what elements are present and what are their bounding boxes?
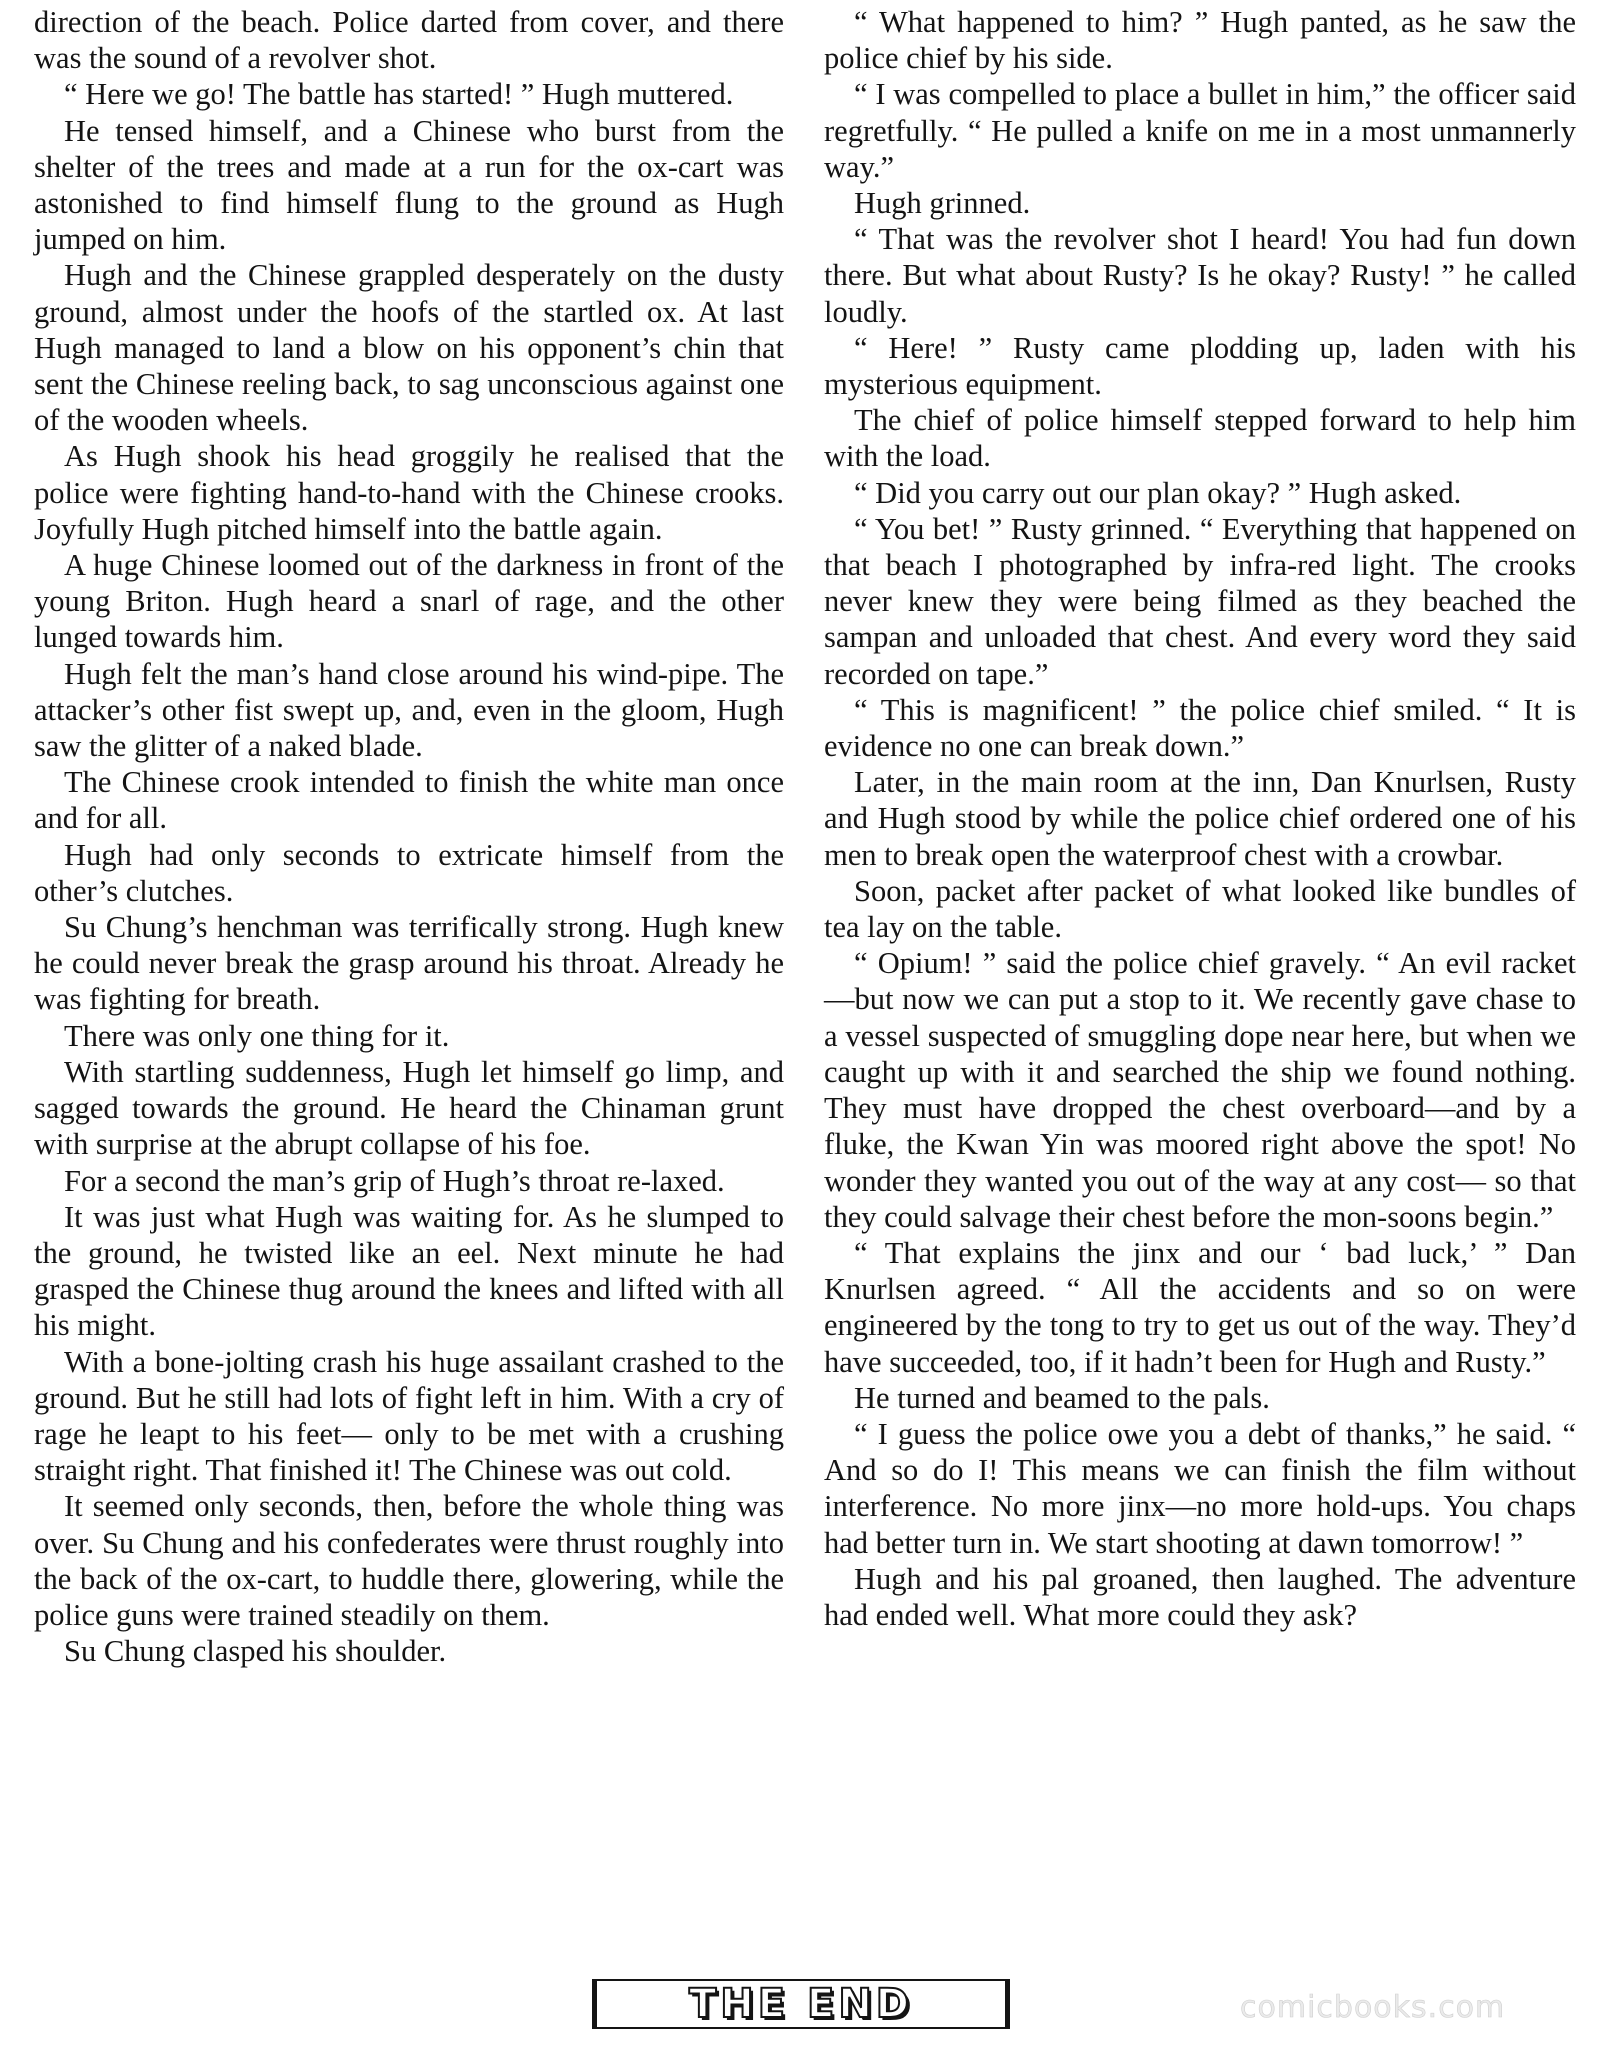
paragraph: He tensed himself, and a Chinese who burst from the shelter of the trees and made at a run for the ox-cart was astonished to find himself flung to the ground as Hugh jumped on him.	[34, 113, 784, 257]
paragraph: A huge Chinese loomed out of the darkness in front of the young Briton. Hugh heard a snarl of rage, and the other lunged towards him.	[34, 548, 784, 655]
paragraph: With startling suddenness, Hugh let himself go limp, and sagged towards the ground. He heard the Chinaman grunt with surprise at the abrupt collapse of his foe.	[34, 1054, 784, 1162]
the-end-label: THE END	[688, 1981, 913, 2027]
paragraph: Later, in the main room at the inn, Dan Knurlsen, Rusty and Hugh stood by while the police chief ordered one of his men to break open the waterproof chest with a crowbar.	[824, 765, 1576, 872]
paragraph: “ Here! ” Rusty came plodding up, laden with his mysterious equipment.	[824, 330, 1576, 402]
paragraph: “ You bet! ” Rusty grinned. “ Everything that happened on that beach I photographed by infra-red light. The crooks never knew they were being filmed as they beached the sampan and unloaded that chest. And every word they said recorded on tape.”	[824, 511, 1576, 691]
paragraph: Hugh had only seconds to extricate himself from the other’s clutches.	[34, 837, 784, 908]
paragraph: Hugh felt the man’s hand close around his wind-pipe. The attacker’s other fist swept up, and, even in the gloom, Hugh saw the glitter of a naked blade.	[34, 656, 784, 764]
paragraph: direction of the beach. Police darted from cover, and there was the sound of a revolver shot.	[34, 5, 784, 76]
paragraph: The chief of police himself stepped forward to help him with the load.	[824, 403, 1576, 474]
paragraph: With a bone-jolting crash his huge assailant crashed to the ground. But he still had lots of fight left in him. With a cry of rage he leapt to his feet— only to be met with a crushing straight right. That finished it! The Chinese was out cold.	[34, 1344, 784, 1488]
site-watermark: comicbooks.com	[1240, 1990, 1506, 2025]
paragraph: Hugh and the Chinese grappled desperately on the dusty ground, almost under the hoofs of the startled ox. At last Hugh managed to land a blow on his opponent’s chin that sent the Chinese reeling back, to sag unconscious against one of the wooden wheels.	[34, 258, 784, 438]
paragraph: “ I guess the police owe you a debt of thanks,” he said. “ And so do I! This means we can finish the film without interference. No more jinx—no more hold-ups. You chaps had better turn in. We start shooting at dawn tomorrow! ”	[824, 1416, 1576, 1560]
right-text-column	[824, 4, 1576, 1633]
paragraph: The Chinese crook intended to finish the white man once and for all.	[34, 765, 784, 836]
paragraph: Soon, packet after packet of what looked like bundles of tea lay on the table.	[824, 873, 1576, 945]
paragraph: Su Chung clasped his shoulder.	[64, 1634, 447, 1669]
paragraph: “ I was compelled to place a bullet in him,” the officer said regretfully. “ He pulled a knife on me in a most unmannerly way.”	[824, 77, 1576, 184]
paragraph: “ That was the revolver shot I heard! You had fun down there. But what about Rusty? Is he okay? Rusty! ” he called loudly.	[824, 222, 1576, 329]
paragraph: Su Chung’s henchman was terrifically strong. Hugh knew he could never break the grasp around his throat. Already he was fighting for breath.	[34, 910, 784, 1017]
paragraph: For a second the man’s grip of Hugh’s throat re-laxed.	[64, 1163, 725, 1198]
paragraph: “ Here we go! The battle has started! ” Hugh muttered.	[64, 77, 734, 112]
paragraph: As Hugh shook his head groggily he realised that the police were fighting hand-to-hand with the Chinese crooks. Joyfully Hugh pitched himself into the battle again.	[34, 439, 784, 546]
paragraph: “ Opium! ” said the police chief gravely. “ An evil racket—but now we can put a stop to it. We recently gave chase to a vessel suspected of smuggling dope near here, but when we caught up with it and searched the ship we found nothing. They must have dropped the chest overboard—and by a fluke, the Kwan Yin was moored right above the spot! No wonder they wanted you out of the way at any cost— so that they could salvage their chest before the mon-soons begin.”	[824, 946, 1576, 1234]
paragraph: Hugh grinned.	[854, 186, 1031, 221]
paragraph: “ This is magnificent! ” the police chief smiled. “ It is evidence no one can break down.”	[824, 692, 1576, 764]
left-text-column	[34, 4, 784, 1669]
paragraph: It seemed only seconds, then, before the whole thing was over. Su Chung and his confederates were thrust roughly into the back of the ox-cart, to huddle there, glowering, while the police guns were trained steadily on them.	[34, 1489, 784, 1632]
paragraph: “ What happened to him? ” Hugh panted, as he saw the police chief by his side.	[824, 5, 1576, 76]
paragraph: He turned and beamed to the pals.	[854, 1380, 1270, 1415]
paragraph: It was just what Hugh was waiting for. As he slumped to the ground, he twisted like an eel. Next minute he had grasped the Chinese thug around the knees and lifted with all his might.	[34, 1199, 784, 1343]
paragraph: “ Did you carry out our plan okay? ” Hugh asked.	[854, 475, 1462, 510]
paragraph: There was only one thing for it.	[64, 1018, 450, 1053]
paragraph: Hugh and his pal groaned, then laughed. The adventure had ended well. What more could they ask?	[824, 1561, 1576, 1632]
the-end-banner	[592, 1979, 1010, 2029]
paragraph: “ That explains the jinx and our ‘ bad luck,’ ” Dan Knurlsen agreed. “ All the accidents and so on were engineered by the tong to try to get us out of the way. They’d have succeeded, too, if it hadn’t been for Hugh and Rusty.”	[824, 1235, 1576, 1379]
